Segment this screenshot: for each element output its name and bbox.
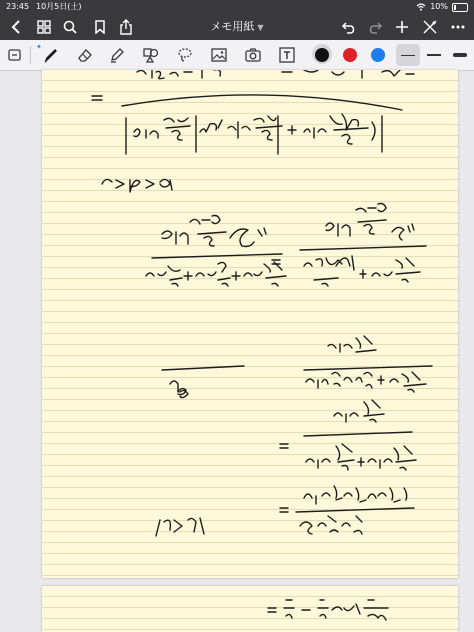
close-pen-icon[interactable] [420,17,440,37]
color-swatch-black[interactable] [315,48,329,62]
status-date: 10月5日(土) [36,2,82,11]
document-title[interactable]: メモ用紙 [210,20,255,33]
status-time: 23:45 [6,2,30,11]
pen-toolbar [0,40,474,71]
chevron-down-icon[interactable]: ▼ [257,23,264,32]
battery-level: 10% [430,2,448,11]
color-swatch-red[interactable] [343,48,357,62]
pen-icon[interactable] [40,44,62,66]
stroke-width-thick[interactable] [450,44,470,66]
note-page[interactable] [42,70,458,578]
lasso-icon[interactable] [174,44,196,66]
bluetooth-icon: ✦ [36,43,42,51]
toolbar-divider [30,46,31,64]
handwriting-canvas-next [42,586,458,632]
plus-icon[interactable] [392,17,412,37]
stroke-width-medium[interactable] [424,44,444,66]
note-page-next[interactable] [42,586,458,632]
eraser-icon[interactable] [74,44,96,66]
camera-icon[interactable] [242,44,264,66]
highlighter-icon[interactable] [106,44,128,66]
handwriting-canvas [42,70,458,578]
shapes-icon[interactable] [140,44,162,66]
bookmark-icon[interactable] [90,17,110,37]
redo-icon[interactable] [366,17,386,37]
status-bar [0,0,474,14]
battery-icon [452,3,468,12]
share-icon[interactable] [116,17,136,37]
color-swatch-blue[interactable] [371,48,385,62]
read-mode-icon[interactable] [4,44,26,66]
stroke-width-thin[interactable] [396,44,420,66]
chevron-left-icon[interactable] [6,17,26,37]
navigation-bar [0,14,474,40]
wifi-icon [416,3,426,11]
more-icon[interactable] [448,17,468,37]
undo-icon[interactable] [338,17,358,37]
search-icon[interactable] [60,17,80,37]
status-indicators [416,0,468,14]
grid-icon[interactable] [34,17,54,37]
text-box-icon[interactable] [276,44,298,66]
image-icon[interactable] [208,44,230,66]
